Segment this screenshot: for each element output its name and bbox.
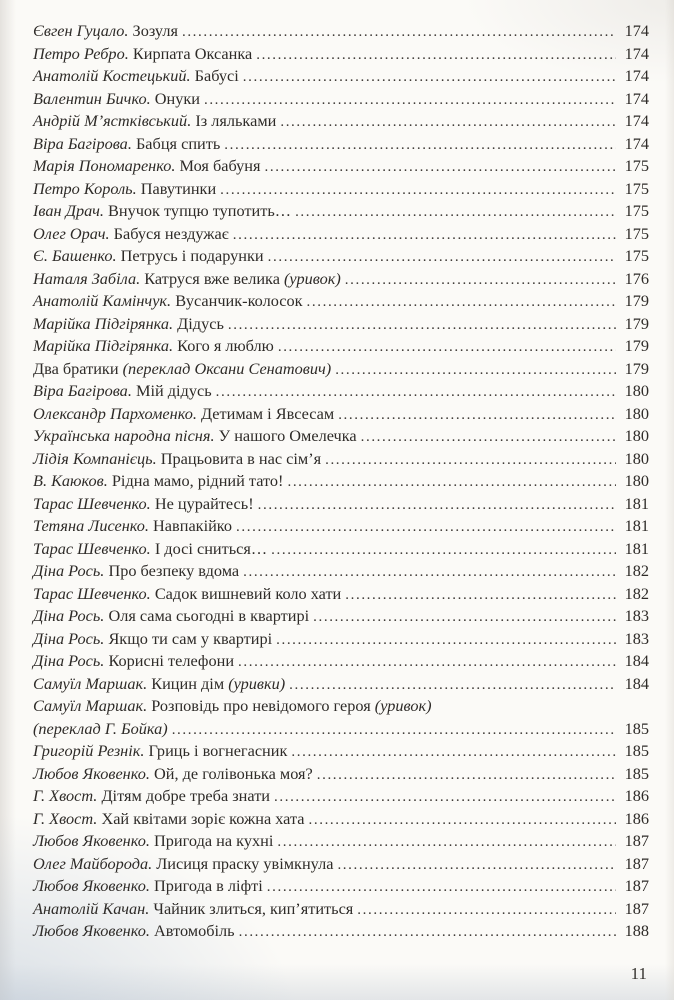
toc-entry-text	[33, 740, 287, 763]
toc-segment: Кицин дім	[147, 673, 229, 693]
toc-entry-text	[33, 43, 252, 66]
toc-entry	[33, 43, 649, 66]
toc-segment: Бабусі	[190, 66, 239, 85]
toc-segment-italic: Петро Король.	[33, 178, 137, 198]
toc-entry	[33, 380, 649, 403]
toc-segment-italic: Валентин Бичко.	[33, 88, 151, 108]
toc-segment: Бабуся нездужає	[109, 223, 229, 243]
toc-leader-dots	[345, 269, 616, 292]
toc-entry	[33, 785, 649, 808]
toc-leader-dots	[243, 561, 616, 584]
toc-leader-dots	[224, 134, 616, 157]
toc-segment-italic: Олександр Пархоменко.	[33, 403, 197, 423]
toc-segment-italic: Віра Багірова.	[33, 133, 132, 153]
toc-segment-italic: Любов Яковенко.	[33, 831, 150, 850]
toc-segment: Катруся вже велика	[140, 268, 285, 288]
toc-entry-text	[33, 448, 321, 471]
toc-segment-italic: Любов Яковенко.	[33, 921, 150, 940]
toc-segment-italic: Євген Гуцало.	[33, 21, 129, 40]
toc-leader-dots	[291, 741, 616, 764]
toc-entry-text	[33, 763, 313, 786]
toc-segment-italic: Діна Рось.	[33, 651, 105, 670]
toc-leader-dots	[287, 471, 616, 494]
toc-entry-text	[33, 673, 285, 696]
toc-segment: Хай квітами зоріє кожна хата	[97, 808, 305, 828]
toc-page-number: 179	[624, 291, 649, 310]
toc-entry-text	[33, 335, 274, 358]
toc-entry	[33, 313, 649, 336]
toc-entry	[33, 830, 649, 853]
toc-entry-text	[33, 65, 239, 88]
toc-entry-text	[33, 88, 200, 111]
toc-leader-dots	[277, 831, 616, 854]
toc-segment-italic: Є. Башенко.	[33, 246, 117, 265]
toc-segment: Павутинки	[136, 178, 217, 198]
toc-segment: Дітям добре треба знати	[97, 786, 271, 805]
toc-leader-dots	[361, 426, 616, 449]
toc-segment-italic: (переклад Г. Бойка)	[33, 718, 168, 738]
toc-page-number: 184	[624, 651, 649, 670]
toc-entry	[33, 133, 649, 156]
toc-segment: Вусанчик-колосок	[171, 291, 303, 310]
toc-entry-text	[33, 110, 276, 133]
toc-entry	[33, 628, 649, 651]
toc-leader-dots	[280, 111, 616, 134]
toc-entry	[33, 740, 649, 763]
toc-leader-dots	[317, 764, 616, 787]
toc-page-number: 187	[624, 876, 649, 895]
toc-page-number: 175	[624, 156, 649, 175]
toc-page-number: 183	[624, 628, 649, 648]
toc-leader-dots	[338, 404, 616, 427]
toc-segment: Два братики	[33, 358, 123, 378]
toc-segment-italic: Олег Орач.	[33, 223, 110, 243]
toc-segment: Гриць і вогнегасник	[144, 741, 288, 760]
toc-segment-italic: (уривки)	[228, 673, 286, 693]
toc-leader-dots	[345, 584, 616, 607]
toc-leader-dots	[256, 44, 616, 67]
toc-page-number: 181	[624, 493, 649, 513]
toc-leader-dots	[243, 66, 616, 89]
toc-segment: Дідусь	[173, 313, 224, 333]
toc-entry-text	[33, 875, 263, 898]
toc-entry-text	[33, 695, 432, 718]
toc-segment: І досі сниться…	[150, 538, 268, 558]
toc-segment: Ой, де голівонька моя?	[149, 763, 313, 783]
toc-segment: Не цурайтесь!	[150, 493, 254, 513]
toc-leader-dots	[204, 89, 616, 112]
toc-entry-text	[33, 380, 212, 403]
folio-page-number: 11	[630, 964, 647, 983]
toc-segment-italic: Тарас Шевченко.	[33, 538, 151, 558]
toc-segment-italic: Віра Багірова.	[33, 381, 132, 400]
toc-page-number: 186	[624, 808, 649, 828]
toc-entry-text	[33, 808, 305, 831]
toc-entry	[33, 178, 649, 201]
toc-leader-dots	[271, 539, 616, 562]
toc-page-number: 175	[624, 246, 649, 265]
toc-entry	[33, 110, 649, 133]
toc-page-number: 175	[624, 178, 649, 198]
toc-entry-text	[33, 245, 264, 268]
toc-segment: Корисні телефони	[104, 651, 235, 670]
toc-entry	[33, 538, 649, 561]
toc-entry	[33, 763, 649, 786]
toc-leader-dots	[307, 291, 616, 314]
toc-page-number: 175	[624, 201, 649, 220]
toc-leader-dots	[325, 449, 616, 472]
toc-entry-text	[33, 628, 272, 651]
toc-segment-italic: Анатолій Камінчук.	[33, 291, 172, 310]
toc-segment-italic: Олег Майборода.	[33, 853, 153, 873]
toc-entry-text	[33, 268, 341, 291]
toc-page-number: 174	[624, 133, 649, 153]
toc-entry-text	[33, 830, 273, 853]
toc-segment-italic: Самуїл Маршак.	[33, 673, 148, 693]
toc-page-number: 183	[624, 606, 649, 625]
toc-segment-italic: Марійка Підгірянка.	[33, 336, 174, 355]
toc-entry-text	[33, 178, 216, 201]
toc-segment-italic: Г. Хвост.	[33, 786, 98, 805]
toc-segment: Зозуля	[128, 21, 178, 40]
toc-segment: Із ляльками	[191, 111, 277, 130]
toc-segment-italic: Г. Хвост.	[33, 808, 98, 828]
toc-segment-italic: (уривок)	[284, 268, 341, 288]
toc-page-number: 188	[624, 921, 649, 940]
toc-entry	[33, 695, 649, 718]
toc-page-number: 185	[624, 718, 649, 738]
toc-entry	[33, 403, 649, 426]
toc-entry-text	[33, 898, 353, 921]
toc-segment-italic: Самуїл Маршак.	[33, 696, 148, 715]
toc-leader-dots	[268, 246, 616, 269]
toc-page-number: 180	[624, 426, 649, 445]
toc-leader-dots	[274, 786, 616, 809]
toc-leader-dots	[228, 314, 616, 337]
toc-segment: Мій дідусь	[131, 381, 212, 400]
toc-segment-italic: Анатолій Качан.	[33, 898, 150, 918]
toc-page-number: 181	[624, 516, 649, 535]
toc-segment-italic: Діна Рось.	[33, 628, 105, 648]
toc-page-number: 175	[624, 223, 649, 243]
toc-entry-text	[33, 853, 333, 876]
toc-entry	[33, 853, 649, 876]
toc-leader-dots	[278, 336, 616, 359]
toc-segment: Детимам і Явсесам	[196, 403, 335, 423]
toc-segment: Навпакійко	[148, 516, 233, 535]
toc-entry	[33, 515, 649, 538]
toc-leader-dots	[289, 674, 616, 697]
toc-page-number: 185	[624, 763, 649, 783]
toc-segment-italic: Любов Яковенко.	[33, 763, 150, 783]
toc-segment: Кого я люблю	[173, 336, 274, 355]
toc-leader-dots	[276, 629, 616, 652]
toc-entry-text	[33, 470, 283, 493]
toc-entry-text	[33, 425, 357, 448]
toc-segment: Садок вишневий коло хати	[150, 583, 342, 603]
toc-segment-italic: В. Каюков.	[33, 471, 108, 490]
toc-page-number: 187	[624, 853, 649, 873]
toc-segment: Внучок тупцю тупотить…	[103, 201, 292, 220]
toc-leader-dots	[182, 21, 616, 44]
toc-leader-dots	[233, 224, 616, 247]
toc-page-number: 181	[624, 538, 649, 558]
toc-entry	[33, 20, 649, 43]
toc-entry-text	[33, 785, 270, 808]
toc-entry	[33, 560, 649, 583]
toc-segment-italic: (уривок)	[374, 696, 432, 715]
toc-segment-italic: Тарас Шевченко.	[33, 493, 151, 513]
toc-entry-text	[33, 313, 224, 336]
toc-segment-italic: Анатолій Костецький.	[33, 66, 191, 85]
toc-page-number: 179	[624, 358, 649, 378]
toc-entry-text	[33, 20, 178, 43]
toc-page-number: 187	[624, 831, 649, 850]
toc-segment: Якщо ти сам у квартирі	[104, 628, 273, 648]
toc-list	[33, 20, 649, 943]
toc-segment-italic: Любов Яковенко.	[33, 876, 150, 895]
toc-entry	[33, 583, 649, 606]
toc-entry	[33, 245, 649, 268]
toc-segment: Про безпеку вдома	[104, 561, 240, 580]
toc-segment-italic: Діна Рось.	[33, 561, 105, 580]
toc-entry-text	[33, 493, 254, 516]
toc-page-number: 185	[624, 741, 649, 760]
toc-page-number: 184	[624, 673, 649, 693]
toc-entry-text	[33, 155, 261, 178]
toc-leader-dots	[313, 606, 616, 629]
toc-leader-dots	[172, 719, 616, 742]
toc-leader-dots	[357, 899, 616, 922]
toc-leader-dots	[258, 494, 616, 517]
toc-page-number: 182	[624, 583, 649, 603]
toc-segment-italic: Іван Драч.	[33, 201, 104, 220]
toc-leader-dots	[239, 921, 616, 944]
toc-segment-italic: Діна Рось.	[33, 606, 105, 625]
toc-entry-text	[33, 403, 334, 426]
toc-entry-text	[33, 290, 303, 313]
toc-segment: Лисиця праску увімкнула	[152, 853, 334, 873]
toc-entry	[33, 268, 649, 291]
toc-leader-dots	[236, 516, 616, 539]
toc-segment: Бабця спить	[131, 133, 221, 153]
toc-entry	[33, 65, 649, 88]
toc-segment-italic: Андрій М’ястківський.	[33, 111, 192, 130]
toc-entry	[33, 898, 649, 921]
toc-segment: Онуки	[150, 88, 200, 108]
toc-segment: Автомобіль	[149, 921, 235, 940]
toc-entry	[33, 605, 649, 628]
toc-segment: Пригода на кухні	[149, 831, 274, 850]
toc-leader-dots	[238, 651, 616, 674]
toc-page-number: 179	[624, 336, 649, 355]
toc-entry	[33, 200, 649, 223]
toc-entry	[33, 673, 649, 696]
toc-page-number: 174	[624, 111, 649, 130]
toc-page-number: 174	[624, 88, 649, 108]
toc-page-number: 182	[624, 561, 649, 580]
toc-leader-dots	[337, 854, 616, 877]
toc-segment-italic: Наталя Забіла.	[33, 268, 141, 288]
toc-entry	[33, 920, 649, 943]
toc-entry-text	[33, 538, 267, 561]
toc-page-number: 187	[624, 898, 649, 918]
toc-entry-text	[33, 223, 229, 246]
toc-segment-italic: Тетяна Лисенко.	[33, 516, 149, 535]
toc-page-number: 174	[624, 66, 649, 85]
toc-entry-text	[33, 650, 234, 673]
toc-entry	[33, 448, 649, 471]
toc-segment: Рідна мамо, рідний тато!	[107, 471, 284, 490]
toc-segment: Пригода в ліфті	[149, 876, 263, 895]
toc-segment: Петрусь і подарунки	[116, 246, 264, 265]
toc-page-number: 174	[624, 43, 649, 63]
toc-entry	[33, 88, 649, 111]
toc-leader-dots	[309, 809, 616, 832]
toc-entry	[33, 155, 649, 178]
toc-entry-text	[33, 605, 309, 628]
toc-entry	[33, 875, 649, 898]
toc-entry	[33, 808, 649, 831]
toc-segment-italic: Лідія Компанієць.	[33, 448, 157, 468]
toc-page-number: 180	[624, 448, 649, 468]
toc-entry-text	[33, 133, 220, 156]
toc-entry-text	[33, 718, 168, 741]
toc-segment-italic: Марійка Підгірянка.	[33, 313, 174, 333]
toc-entry	[33, 223, 649, 246]
toc-entry	[33, 650, 649, 673]
toc-leader-dots	[267, 876, 616, 899]
toc-entry	[33, 425, 649, 448]
toc-segment-italic: Українська народна пісня.	[33, 426, 215, 445]
toc-segment-italic: Григорій Резнік.	[33, 741, 145, 760]
toc-segment: Розповідь про невідомого героя	[147, 696, 375, 715]
toc-segment: У нашого Омелечка	[214, 426, 357, 445]
toc-segment-italic: Тарас Шевченко.	[33, 583, 151, 603]
toc-page-number: 176	[624, 268, 649, 288]
toc-entry	[33, 290, 649, 313]
toc-entry-text	[33, 583, 341, 606]
toc-segment-italic: Марія Пономаренко.	[33, 156, 176, 175]
toc-entry	[33, 358, 649, 381]
toc-page-number: 180	[624, 381, 649, 400]
toc-entry-text	[33, 515, 232, 538]
toc-segment: Чайник злиться, кип’ятиться	[149, 898, 354, 918]
toc-segment-italic: Петро Ребро.	[33, 43, 129, 63]
toc-page-number: 174	[624, 21, 649, 40]
toc-segment-italic: (переклад Оксани Сенатович)	[122, 358, 332, 378]
toc-page-number: 180	[624, 403, 649, 423]
toc-entry	[33, 718, 649, 741]
toc-entry	[33, 493, 649, 516]
toc-leader-dots	[335, 359, 616, 382]
toc-entry-text	[33, 200, 291, 223]
toc-leader-dots	[220, 179, 616, 202]
toc-entry	[33, 335, 649, 358]
toc-leader-dots	[216, 381, 616, 404]
toc-page-number: 179	[624, 313, 649, 333]
toc-leader-dots	[265, 156, 617, 179]
toc-segment: Оля сама сьогодні в квартирі	[104, 606, 310, 625]
toc-entry	[33, 470, 649, 493]
toc-page-number: 180	[624, 471, 649, 490]
toc-segment: Моя бабуня	[175, 156, 261, 175]
toc-segment: Працьовита в нас сім’я	[156, 448, 322, 468]
toc-entry-text	[33, 920, 235, 943]
toc-segment: Кирпата Оксанка	[128, 43, 253, 63]
toc-entry-text	[33, 560, 239, 583]
toc-leader-dots	[295, 201, 616, 224]
toc-page-number: 186	[624, 786, 649, 805]
toc-entry-text	[33, 358, 331, 381]
